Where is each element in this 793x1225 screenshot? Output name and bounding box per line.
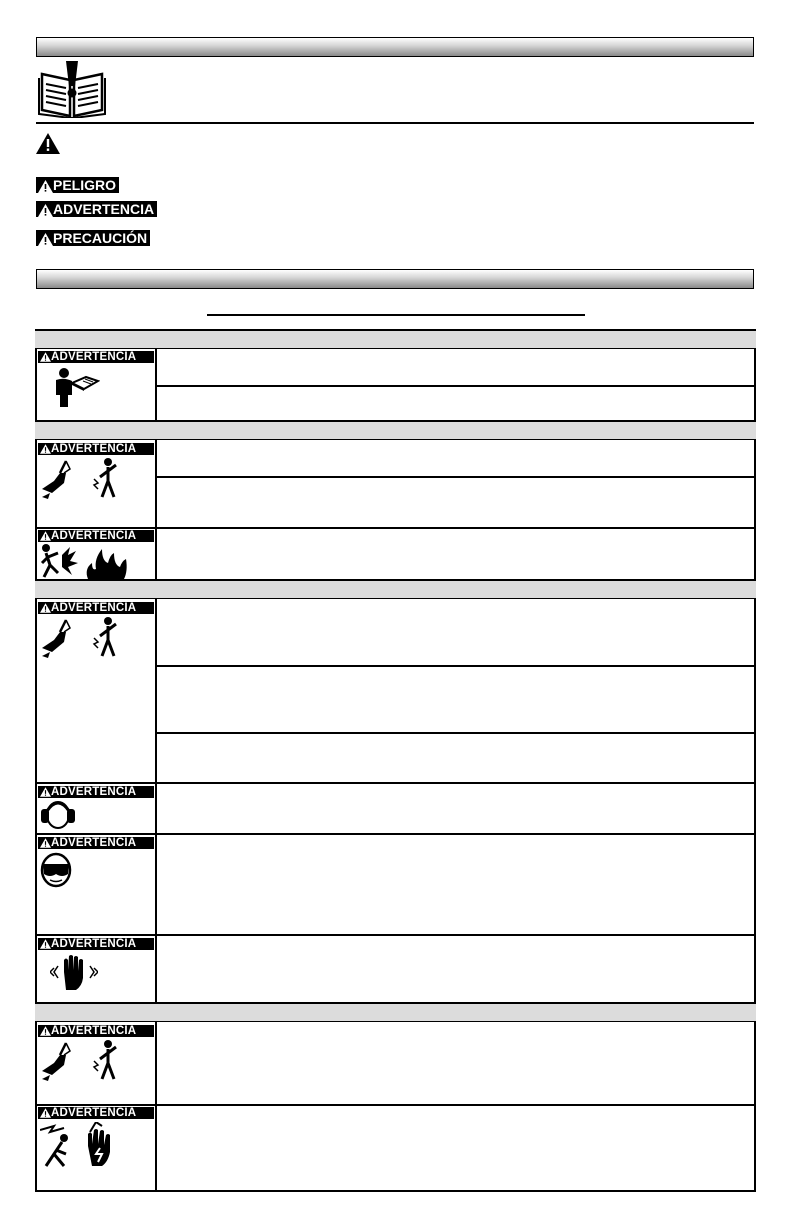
column-divider (155, 599, 157, 1003)
row-divider (155, 732, 756, 734)
warning-label: ADVERTENCIA (53, 201, 155, 217)
row-divider (35, 1104, 756, 1106)
row-divider (155, 476, 756, 478)
safety-table (35, 329, 756, 1192)
table-warning-badge: ADVERTENCIA (38, 530, 154, 542)
warning-triangle-icon (40, 352, 51, 362)
warning-triangle-icon (36, 133, 60, 154)
section-header-bar-1 (36, 37, 754, 57)
section-header-bar-2 (36, 269, 754, 289)
row-divider (155, 385, 756, 387)
danger-label: PELIGRO (53, 177, 117, 193)
row-divider (35, 782, 756, 784)
manual-exclamation-icon (38, 60, 106, 118)
hearing-protection-icon (40, 799, 76, 829)
title-underline (207, 314, 585, 316)
warning-triangle-icon (38, 233, 53, 246)
table-warning-badge: ADVERTENCIA (38, 786, 154, 798)
table-warning-badge: ADVERTENCIA (38, 443, 154, 455)
vibration-icon (50, 954, 98, 994)
warning-triangle-icon (40, 531, 51, 541)
warning-triangle-icon (40, 939, 51, 949)
column-divider (155, 440, 157, 580)
warning-triangle-icon (40, 603, 51, 613)
electric-shock-icon (88, 1039, 124, 1083)
caution-label: PRECAUCIÓN (53, 230, 148, 246)
warning-triangle-icon (40, 838, 51, 848)
warning-badge (36, 201, 157, 217)
warning-triangle-icon (40, 1026, 51, 1036)
table-warning-badge: ADVERTENCIA (38, 1025, 154, 1037)
divider-line (36, 122, 754, 124)
row-divider (35, 934, 756, 936)
warning-triangle-icon (38, 204, 53, 217)
danger-badge (36, 177, 119, 193)
table-section-header-2 (35, 420, 756, 440)
column-divider (155, 1022, 157, 1190)
table-section-header-4 (35, 1002, 756, 1022)
row-divider (35, 527, 756, 529)
read-manual-icon (52, 367, 100, 407)
table-warning-badge: ADVERTENCIA (38, 602, 154, 614)
table-warning-badge: ADVERTENCIA (38, 938, 154, 950)
table-warning-badge: ADVERTENCIA (38, 351, 154, 363)
table-warning-badge: ADVERTENCIA (38, 1107, 154, 1119)
electric-shock-icon (88, 616, 124, 660)
eye-protection-icon (40, 852, 72, 888)
warning-triangle-icon (40, 787, 51, 797)
warning-triangle-icon (38, 180, 53, 193)
caution-badge (36, 230, 150, 246)
table-warning-badge: ADVERTENCIA (38, 837, 154, 849)
electric-shock-icon (88, 457, 124, 501)
electrocution-icon (40, 1122, 130, 1168)
row-divider (35, 833, 756, 835)
warning-triangle-icon (40, 1108, 51, 1118)
row-divider (155, 665, 756, 667)
warning-triangle-icon (40, 444, 51, 454)
table-section-header-3 (35, 579, 756, 599)
explosion-fire-icon (40, 543, 130, 579)
table-section-header-1 (35, 329, 756, 349)
